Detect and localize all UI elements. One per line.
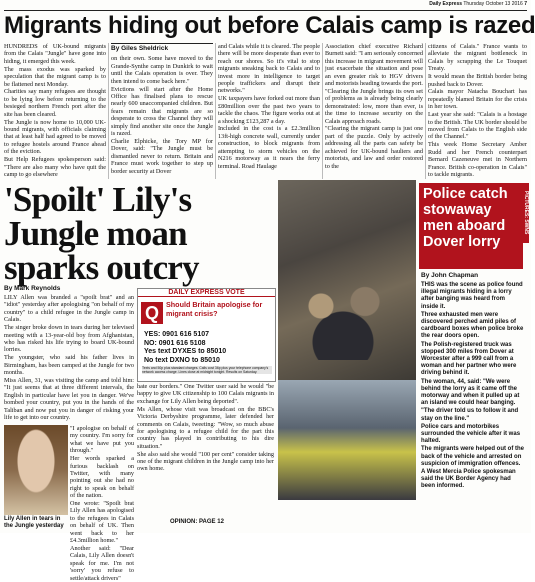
lily-col-1 bbox=[4, 294, 134, 424]
lily-col1-p2: The singer broke down in tears during her televised meeting with a 13-year-old boy from Afghanistan, who has risked his life trying to board UK-bound lorries. bbox=[4, 324, 134, 354]
lily-col2-p3: She also said she would "100 per cent" consider taking one of the migrant children in the Jungle camp into her own home. bbox=[137, 450, 274, 473]
lily-col2-p2: Ms Allen, whose visit was broadcast on the BBC's Victoria Derbyshire programme, later defended her comments on Calais, tweeting: "Wow, so much abuse for apologising to a refugee child for the part this country has played in contributing to his dire situation." bbox=[137, 405, 274, 450]
lily-col1-p5: "I apologise on behalf of my country. I'm sorry for what we have put you through." bbox=[70, 425, 134, 455]
opinion-reference: OPINION: PAGE 12 bbox=[170, 519, 224, 525]
main-col-2 bbox=[111, 43, 213, 181]
main-col4-p1: Association chief executive Richard Burnett said: "I am seriously concerned this increase in migrant movement will just exacerbate the situation and pose an even greater risk to HGV drivers and motorists heading towards the port. bbox=[325, 43, 423, 88]
police-p5: "The driver told us to follow it and stay on the line." bbox=[421, 408, 519, 422]
main-col3-p3: Included in the cost is a £2.3million 13ft-high concrete wall, currently under construction, to block migrants from attempting to storm vehicles on the N216 motorway as it nears the ferry terminal. Road Haulage bbox=[218, 125, 320, 170]
main-col5-p1: citizens of Calais." France wants to alleviate the migrant bottleneck in Calais by scrapping the Le Touquet Treaty. bbox=[428, 43, 527, 73]
main-headline: Migrants hiding out before Calais camp is razed bbox=[4, 12, 535, 39]
column-divider bbox=[322, 43, 323, 179]
vote-header: DAILY EXPRESS VOTE bbox=[138, 289, 275, 297]
question-icon: Q bbox=[141, 302, 163, 324]
lily-headline-line-2: Jungle moan bbox=[4, 214, 187, 253]
lily-headline-line-1: 'Spoilt' Lily's bbox=[4, 180, 192, 219]
police-p4: The woman, 44, said: "We were behind the lorry as it came off the motorway and when it pulled up at an island we could hear banging. bbox=[421, 378, 520, 407]
lily-allen-photo bbox=[4, 425, 68, 515]
vote-question: Should Britain apologise for migrant crisis? bbox=[166, 300, 263, 318]
paper-name: Daily Express bbox=[429, 1, 463, 7]
vote-fine-print: Texts and 50p plus standard charges. Calls cost 36p plus your telephone company's network access charge. Lines close at midnight tonight. Results on Saturday. bbox=[142, 366, 272, 374]
column-divider bbox=[425, 43, 426, 179]
police-p1: THIS was the scene as police found illegal migrants hiding in a lorry after banging was heard from inside it. bbox=[421, 282, 523, 310]
main-col2-p2: Evictions will start after the Home Office has finalised plans to rescue nearly 600 unaccompanied children. But fears remain that migrants are so desperate to cross the Channel they will simply find another site once the Jungle is razed. bbox=[111, 85, 213, 137]
vote-no-phone: NO: 0901 616 5108 bbox=[144, 339, 206, 347]
lily-photo-caption: Lily Allen in tears in the Jungle yesterday bbox=[4, 516, 64, 529]
main-byline: By Giles Sheldrick bbox=[111, 43, 213, 52]
main-col1-p3: Charities say many refugees are thought to be lying low before returning to the besieged northern French port after the site has been cleared. bbox=[4, 88, 106, 118]
main-col3-p2: UK taxpayers have forked out more than £80million over the past two years to tackle the chaos. The figure works out at a shocking £123,287 a day. bbox=[218, 95, 320, 125]
police-byline: By John Chapman bbox=[421, 272, 479, 279]
masthead-rule bbox=[4, 10, 527, 11]
police-story-body bbox=[421, 282, 524, 528]
main-col1-p5: But Help Refugees spokesperson said: "There are also many who have quit the camp to go elsewhere bbox=[4, 156, 106, 178]
lily-headline-line-3: sparks outcry bbox=[4, 248, 199, 287]
main-col-4 bbox=[325, 43, 423, 181]
vote-yes-phone: YES: 0901 616 5107 bbox=[144, 331, 209, 338]
lily-col-1b bbox=[70, 425, 134, 582]
vote-numbers bbox=[144, 331, 272, 365]
main-col-5 bbox=[428, 43, 527, 181]
lily-col1-p1: LILY Allen was branded a "spoilt brat" and an "idiot" yesterday after apologising "on behalf of my country" to a child refugee in the Jungle camp in Calais. bbox=[4, 294, 134, 324]
main-col4-p2: "Clearing the Jungle brings its own set of problems as is already being clearly demonstrated: low, more than ever, is the time to increase security on the Calais approach roads. bbox=[325, 87, 423, 125]
masthead-strip bbox=[4, 1, 527, 9]
main-col1-p4: The Jungle is now home to 10,000 UK-bound migrants, with officials claiming that at least half had agreed to be moved to refugee hostels around France ahead of the eviction. bbox=[4, 118, 106, 156]
lily-headline bbox=[4, 180, 274, 287]
lily-col1-p4: Miss Allen, 31, was visiting the camp and told him: "It just seems that at three different intervals, the English in particular have let you in danger. We've bombed your country, put you in the hands of the Taliban and now put you in danger of risking your life to get into our country. bbox=[4, 376, 134, 421]
lily-col1-p3: The youngster, who said his father lives in Birmingham, has been camped at the Jungle for two months. bbox=[4, 354, 134, 377]
main-col3-p1: and Calais while it is cleared. The people there will be more desperate than ever to reach our shores. So it's vital to stop migrants sneaking back to Calais and to invest more in intelligence to target people traffickers and disrupt their networks." bbox=[218, 43, 320, 95]
police-p7: The migrants were helped out of the back of the vehicle and arrested on suspicion of immigration offences. bbox=[421, 446, 525, 467]
vote-yes-text: Yes text DYXES to 85010 bbox=[144, 348, 227, 355]
main-col4-p3: "Clearing the migrant camp is just one part of the puzzle. Only by actively addressing all the parts can safety be achieved for UK-bound hauliers and motorists, and law and order restored to the bbox=[325, 125, 423, 170]
police-p3: The Polish-registered truck was stopped 300 miles from Dover at Worcester after a 999 call from a woman and her partner who were driving behind it. bbox=[421, 341, 517, 377]
vote-box bbox=[137, 288, 276, 382]
lily-col-2 bbox=[137, 383, 274, 517]
photo-credit-tab: PICTURES: SWNS bbox=[520, 183, 529, 243]
main-col2-p1: on their own. Some have moved to the Grande-Synthe camp in Dunkirk to wait until the Calais operation is over. They then intend to come back here." bbox=[111, 55, 213, 85]
dateline: Thursday October 13 2016 bbox=[463, 1, 523, 7]
column-divider bbox=[215, 43, 216, 179]
lily-col1-p7: One wrote: "Spoilt brat Lily Allen has apologised to the refugees in Calais on behalf of UK. Then went back to her £4.3million home." bbox=[70, 500, 134, 545]
lily-byline: By Mark Reynolds bbox=[4, 285, 61, 292]
police-p2: Three exhausted men were discovered perched amid piles of cardboard boxes when police broke the rear doors open. bbox=[421, 311, 524, 340]
main-col-1 bbox=[4, 43, 106, 181]
main-col2-p3: Charlie Elphicke, the Tory MP for Dover, said: "The Jungle must be dismantled never to return. Britain and France must work together to step up border security at Dover bbox=[111, 137, 213, 175]
main-col1-p1: HUNDREDS of UK-bound migrants from the Calais "Jungle" have gone into hiding, it emerged this week. bbox=[4, 43, 106, 65]
main-col5-p2: It would mean the British border being pushed back to Dover. bbox=[428, 73, 527, 88]
police-photo bbox=[278, 380, 416, 500]
police-headline: Police catch stowaway men aboard Dover lorry bbox=[419, 183, 523, 269]
main-col-3 bbox=[218, 43, 320, 181]
main-col5-p4: Last year she said: "Calais is a hostage to the British. The UK border should be moved from Calais to the English side of the Channel." bbox=[428, 111, 527, 141]
lily-col2-p1: hate our borders." One Twitter user said he would "be happy to give UK citizenship to 100 Calais migrants in exchange for Lily Allen being deported". bbox=[137, 383, 274, 405]
column-divider bbox=[108, 43, 109, 179]
migrants-photo bbox=[278, 180, 416, 380]
lily-col1-p8: Another said: "Dear Calais, Lily Allen doesn't speak for me. I'm not 'sorry' you refuse to settle/attack drivers" bbox=[70, 545, 134, 582]
main-col1-p2: The mass exodus was sparked by speculation that the migrant camp is to be flattened next Monday. bbox=[4, 65, 106, 88]
main-col5-p3: Calais mayor Natacha Bouchart has repeatedly blamed Britain for the crisis in her town. bbox=[428, 88, 527, 111]
page-number: 7 bbox=[524, 1, 527, 7]
police-p8: A West Mercia Police spokesman said the UK Border Agency had been informed. bbox=[421, 469, 516, 490]
main-col5-p5: This week Home Secretary Amber Rudd and her French counterpart Bernard Cazeneuve met in Northern France. British co-operation in Calais" to tackle migrants. bbox=[428, 141, 527, 178]
police-p6: Police cars and motorbikes surrounded the vehicle after it was halted. bbox=[421, 423, 521, 445]
lily-col1-p6: Her words sparked a furious backlash on Twitter, with many pointing out she had no right to speak on behalf of the nation. bbox=[70, 455, 134, 500]
vote-no-text: No text DXNO to 85010 bbox=[144, 356, 220, 364]
